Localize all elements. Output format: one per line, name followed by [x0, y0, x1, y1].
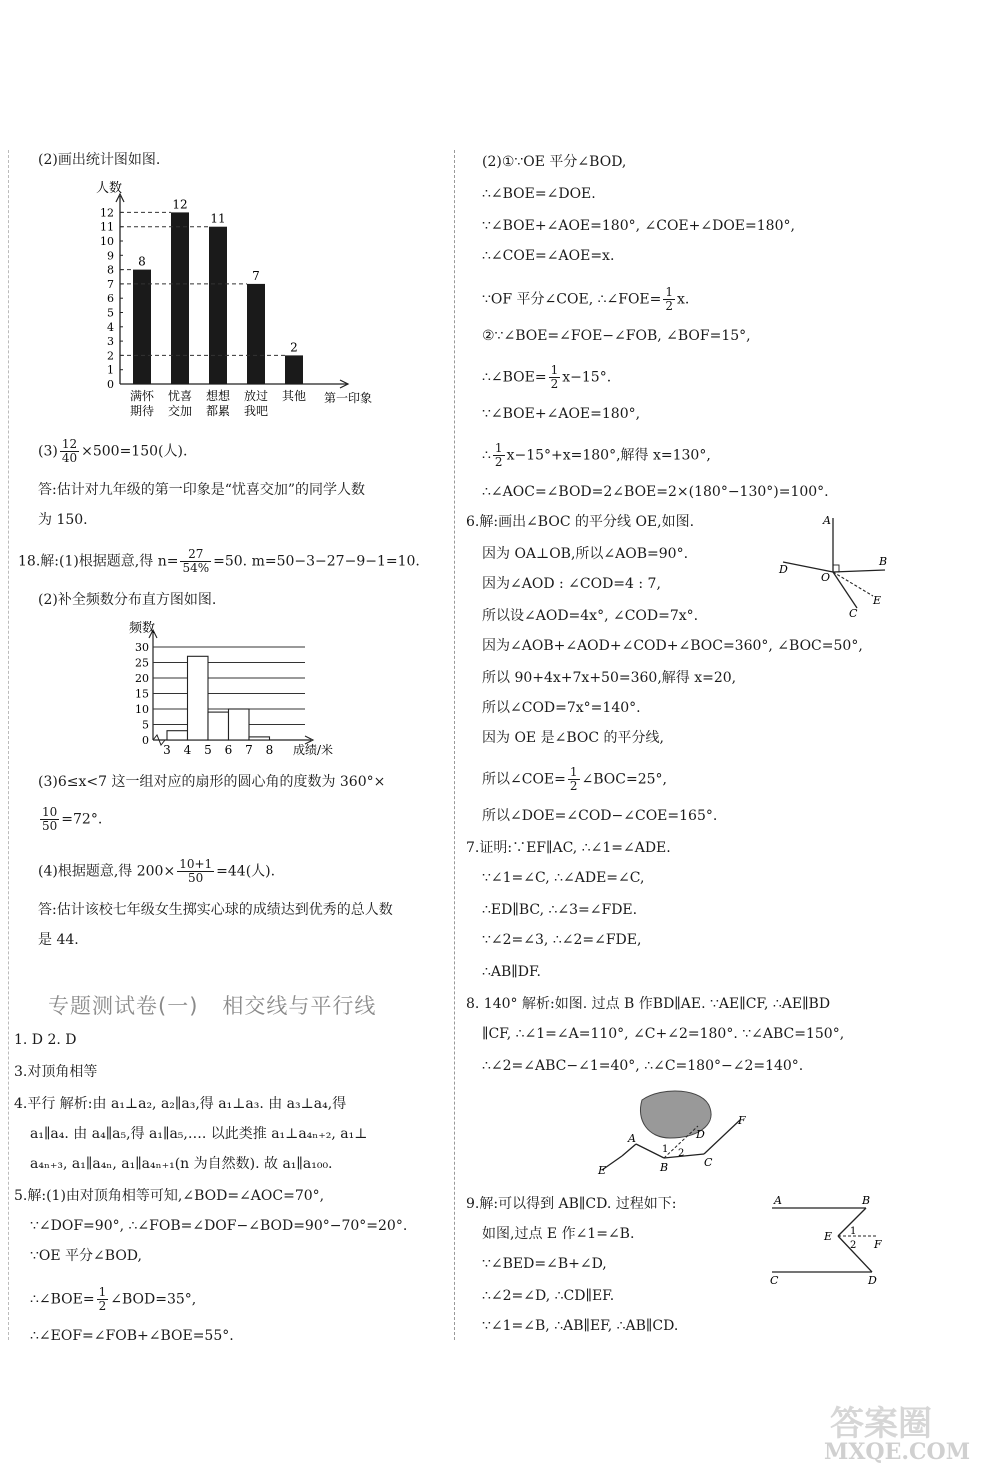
- chart2-bar: [188, 656, 209, 740]
- fig8-label-a: A: [628, 1132, 636, 1145]
- chart1-category-label-line2: 交加: [167, 404, 193, 418]
- fig6-label-e: E: [873, 594, 882, 607]
- fraction-12-40: [60, 438, 79, 465]
- left-line-13: 1. D 2. D: [14, 1032, 77, 1048]
- watermark-text: 答案圈: [830, 1404, 932, 1444]
- right-line-5: [482, 286, 689, 313]
- chart2-x-tick: 6: [224, 743, 233, 757]
- fig9-angle-2: 2: [850, 1240, 857, 1251]
- section-title-part1: 专题测试卷(一): [48, 994, 199, 1018]
- left-line-12: 是 44.: [38, 932, 79, 948]
- section-title: [48, 990, 400, 1020]
- left-line-20: ∵OE 平分∠BOD,: [30, 1248, 142, 1264]
- chart1-y-tick: 11: [100, 220, 114, 234]
- section-title-part2: 相交线与平行线: [222, 994, 377, 1018]
- left-line-16: a₁∥a₄. 由 a₄∥a₅,得 a₁∥a₅,…. 以此类推 a₁⊥a₄ₙ₊₂, a₁⊥: [30, 1126, 368, 1142]
- frac-denominator: 40: [61, 451, 78, 465]
- chart1-y-tick: 2: [107, 349, 114, 363]
- left-line-8: (3)6≤x<7 这一组对应的扇形的圆心角的度数为 360°×: [38, 774, 386, 790]
- right-line-1: (2)①∵OE 平分∠BOD,: [482, 154, 627, 170]
- boe-label: ∴∠BOE=: [30, 1291, 95, 1308]
- fig8-label-e: E: [598, 1164, 607, 1177]
- frac-numerator: 1: [98, 1285, 107, 1299]
- left-line-22: ∴∠EOF=∠FOB+∠BOE=55°.: [30, 1328, 234, 1344]
- watermark-logo: [790, 1395, 990, 1465]
- right-line-22: ∵∠1=∠C, ∴∠ADE=∠C,: [482, 870, 645, 886]
- frac-numerator: 1: [665, 285, 674, 299]
- frac-numerator: 10: [42, 805, 58, 819]
- chart1-bar-value: 2: [290, 340, 298, 355]
- chart1-category-label: 其他: [281, 389, 307, 403]
- right-line-29: 9.解:可以得到 AB∥CD. 过程如下:: [466, 1196, 677, 1212]
- chart2-bar: [167, 731, 188, 740]
- chart1-bar-value: 8: [138, 254, 146, 269]
- left-line-3: [38, 438, 187, 465]
- frac-numerator: 12: [61, 437, 78, 451]
- item3-result: ×500=150(人).: [81, 443, 188, 460]
- fig8-label-d: D: [696, 1128, 705, 1141]
- chart1-y-tick: 7: [107, 277, 114, 291]
- frac-denominator: 2: [494, 455, 503, 469]
- chart1-y-tick: 12: [100, 206, 114, 220]
- fig9-label-b: B: [862, 1194, 871, 1207]
- item4-result: =44(人).: [216, 863, 276, 880]
- foe-result: x.: [677, 291, 690, 308]
- right-line-13: 因为∠AOD : ∠COD=4 : 7,: [482, 576, 661, 592]
- right-line-32: ∴∠2=∠D, ∴CD∥EF.: [482, 1288, 615, 1304]
- chart2-y-tick: 10: [135, 703, 149, 716]
- chart2-y-tick: 15: [135, 687, 149, 701]
- chart2-x-label: 成绩/米: [293, 743, 334, 757]
- fraction-half: [568, 766, 580, 793]
- chart1-y-tick: 6: [107, 292, 114, 306]
- left-line-11: 答:估计该校七年级女生掷实心球的成绩达到优秀的总人数: [38, 902, 393, 918]
- foe-label: ∵OF 平分∠COE, ∴∠FOE=: [482, 291, 662, 308]
- chart1-y-tick: 5: [107, 306, 114, 320]
- right-line-7: [482, 364, 611, 391]
- fig6-label-o: O: [821, 571, 831, 584]
- fig8-angle-1: 1: [662, 1144, 669, 1155]
- therefore: ∴: [482, 447, 491, 464]
- left-line-18: 5.解:(1)由对顶角相等可知,∠BOD=∠AOC=70°,: [14, 1188, 325, 1204]
- right-line-27: ∥CF, ∴∠1=∠A=110°, ∠C+∠2=180°. ∵∠ABC=150°,: [482, 1026, 845, 1042]
- equation-result: x−15°+x=180°,解得 x=130°,: [506, 447, 711, 464]
- left-line-4: 答:估计对九年级的第一印象是“忧喜交加”的同学人数: [38, 482, 366, 498]
- right-line-28: ∴∠2=∠ABC−∠1=40°, ∴∠C=180°−∠2=140°.: [482, 1058, 804, 1074]
- fig9-label-f: F: [874, 1238, 882, 1251]
- left-line-17: a₄ₙ₊₃, a₁∥a₄ₙ, a₁∥a₄ₙ₊₁(n 为自然数). 故 a₁∥a₁₀₀.: [30, 1156, 333, 1172]
- fig6-label-d: D: [779, 563, 788, 576]
- left-line-1: (2)画出统计图如图.: [38, 152, 161, 168]
- left-line-7: (2)补全频数分布直方图如图.: [38, 592, 217, 608]
- right-line-15: 因为∠AOB+∠AOD+∠COD+∠BOC=360°, ∠BOC=50°,: [482, 638, 863, 654]
- angle-result: =72°.: [61, 811, 103, 828]
- coe-label: 所以∠COE=: [482, 771, 566, 788]
- watermark-site: MXQE.COM: [824, 1439, 971, 1465]
- chart2-y-tick: 5: [142, 718, 149, 732]
- right-line-31: ∵∠BED=∠B+∠D,: [482, 1256, 607, 1272]
- q18-intro: 18.解:(1)根据题意,得 n=: [18, 553, 179, 570]
- figure-q9: [766, 1190, 896, 1290]
- chart1-y-label: 人数: [96, 181, 123, 196]
- frac-denominator: 50: [42, 819, 58, 833]
- right-line-9: [482, 442, 711, 469]
- chart2-y-label: 频数: [129, 621, 156, 636]
- fraction-half: [549, 364, 561, 391]
- chart1-y-tick: 4: [107, 320, 114, 334]
- fraction-half: [663, 286, 675, 313]
- fig9-label-d: D: [868, 1274, 877, 1287]
- chart1-bar: [133, 270, 151, 384]
- left-line-10: [38, 858, 275, 885]
- right-line-30: 如图,过点 E 作∠1=∠B.: [482, 1226, 635, 1242]
- right-line-16: 所以 90+4x+7x+50=360,解得 x=20,: [482, 670, 737, 686]
- left-line-21: [30, 1286, 196, 1313]
- fig8-label-b: B: [660, 1161, 669, 1174]
- right-line-3: ∵∠BOE+∠AOE=180°, ∠COE+∠DOE=180°,: [482, 218, 795, 234]
- chart2-x-tick: 5: [204, 743, 212, 757]
- right-line-11: 6.解:画出∠BOC 的平分线 OE,如图.: [466, 514, 695, 530]
- chart1-y-tick: 9: [107, 249, 114, 263]
- frac-denominator: 2: [550, 377, 559, 391]
- frac-numerator: 1: [494, 441, 503, 455]
- chart1-category-label: 满怀: [129, 389, 155, 403]
- fig8-label-f: F: [738, 1114, 746, 1127]
- chart2-x-tick: 3: [163, 743, 171, 757]
- right-line-18: 因为 OE 是∠BOC 的平分线,: [482, 730, 664, 746]
- right-line-2: ∴∠BOE=∠DOE.: [482, 186, 596, 202]
- chart2-bar: [229, 709, 250, 740]
- column-divider: [454, 150, 455, 1340]
- chart2-y-tick: 20: [135, 672, 149, 685]
- right-line-17: 所以∠COD=7x°=140°.: [482, 700, 641, 716]
- chart2-x-tick: 7: [245, 743, 253, 757]
- right-line-23: ∴ED∥BC, ∴∠3=∠FDE.: [482, 902, 638, 918]
- right-line-33: ∵∠1=∠B, ∴AB∥EF, ∴AB∥CD.: [482, 1318, 679, 1334]
- frac-denominator: 54%: [182, 561, 210, 575]
- chart1-y-tick: 1: [107, 363, 114, 377]
- chart1-bar-value: 11: [210, 211, 226, 226]
- frac-denominator: 2: [98, 1299, 107, 1313]
- frac-denominator: 50: [188, 871, 204, 885]
- chart1-category-label: 放过: [243, 389, 269, 403]
- item4-intro: (4)根据题意,得 200×: [38, 863, 176, 880]
- chart1-category-label: 忧喜: [167, 389, 193, 403]
- frac-denominator: 2: [569, 779, 578, 793]
- chart1-y-tick: 0: [107, 378, 114, 391]
- chart1-bar-value: 12: [172, 197, 188, 212]
- boe-result: x−15°.: [562, 369, 612, 386]
- chart1-bar-value: 7: [252, 268, 260, 283]
- fraction-27-54: [180, 548, 211, 575]
- frac-numerator: 10+1: [179, 857, 213, 871]
- chart1-bar: [285, 355, 303, 384]
- right-line-24: ∵∠2=∠3, ∴∠2=∠FDE,: [482, 932, 642, 948]
- fig8-angle-2: 2: [678, 1148, 685, 1159]
- q18-result: =50. m=50−3−27−9−1=10.: [213, 553, 420, 570]
- figure-q6: [775, 510, 895, 620]
- fig9-label-a: A: [774, 1194, 782, 1207]
- chart1-bar: [247, 284, 265, 384]
- boe-label: ∴∠BOE=: [482, 369, 547, 386]
- frac-numerator: 1: [550, 363, 559, 377]
- left-line-6: [18, 548, 420, 575]
- frac-denominator: 2: [665, 299, 674, 313]
- coe-result: ∠BOC=25°,: [581, 771, 667, 788]
- figure-q8: [592, 1086, 762, 1180]
- chart1-x-label: 第一印象: [324, 391, 373, 405]
- item3-label: (3): [38, 443, 58, 460]
- fraction-half: [97, 1286, 109, 1313]
- right-line-4: ∴∠COE=∠AOE=x.: [482, 248, 615, 264]
- chart1-bar: [171, 212, 189, 384]
- fig9-label-e: E: [824, 1230, 833, 1243]
- chart2-y-tick: 25: [135, 656, 149, 670]
- left-line-5: 为 150.: [38, 512, 88, 528]
- chart2-y-tick: 0: [142, 734, 149, 747]
- right-line-21: 7.证明:∵EF∥AC, ∴∠1=∠ADE.: [466, 840, 671, 856]
- fig6-label-b: B: [879, 555, 888, 568]
- chart-frequency-histogram: [115, 618, 355, 763]
- left-line-9: [38, 806, 102, 833]
- left-line-14: 3.对顶角相等: [14, 1064, 98, 1080]
- boe-result: ∠BOD=35°,: [110, 1291, 197, 1308]
- chart1-category-label-line2: 期待: [129, 404, 155, 418]
- right-line-25: ∴AB∥DF.: [482, 964, 541, 980]
- fig6-label-a: A: [823, 514, 831, 527]
- frac-numerator: 1: [569, 765, 578, 779]
- left-margin-rule: [8, 150, 9, 1340]
- chart2-x-tick: 4: [183, 743, 192, 757]
- right-line-20: 所以∠DOE=∠COD−∠COE=165°.: [482, 808, 718, 824]
- chart1-category-label-line2: 我吧: [243, 404, 269, 418]
- right-line-10: ∴∠AOC=∠BOD=2∠BOE=2×(180°−130°)=100°.: [482, 484, 829, 500]
- chart1-y-tick: 8: [107, 263, 114, 277]
- fig9-angle-1: 1: [850, 1226, 857, 1237]
- chart1-y-tick: 3: [107, 335, 114, 349]
- chart1-category-label: 想想: [205, 389, 231, 403]
- right-line-12: 因为 OA⊥OB,所以∠AOB=90°.: [482, 546, 689, 562]
- chart1-category-label-line2: 都累: [205, 404, 231, 418]
- chart-first-impression: [90, 172, 390, 422]
- left-line-19: ∵∠DOF=90°, ∴∠FOB=∠DOF−∠BOD=90°−70°=20°.: [30, 1218, 408, 1234]
- fig6-label-c: C: [849, 607, 858, 620]
- fig9-label-c: C: [770, 1274, 779, 1287]
- frac-numerator: 27: [180, 548, 211, 562]
- right-line-14: 所以设∠AOD=4x°, ∠COD=7x°.: [482, 608, 699, 624]
- chart1-y-tick: 10: [100, 235, 114, 248]
- chart1-bar: [209, 227, 227, 384]
- right-line-8: ∵∠BOE+∠AOE=180°,: [482, 406, 641, 422]
- chart2-y-tick: 30: [135, 641, 149, 654]
- chart2-bar: [208, 712, 229, 740]
- fig8-label-c: C: [704, 1156, 713, 1169]
- chart2-x-tick: 8: [265, 743, 274, 757]
- left-line-15: 4.平行 解析:由 a₁⊥a₂, a₂∥a₃,得 a₁⊥a₃. 由 a₃⊥a₄,得: [14, 1096, 347, 1112]
- chart2-bar: [249, 737, 270, 740]
- fraction-11-50: [177, 858, 214, 885]
- right-line-26: 8. 140° 解析:如图. 过点 B 作BD∥AE. ∵AE∥CF, ∴AE∥BD: [466, 996, 831, 1012]
- fraction-half: [493, 442, 505, 469]
- right-line-6: ②∵∠BOE=∠FOE−∠FOB, ∠BOF=15°,: [482, 328, 751, 344]
- fraction-10-50: [40, 806, 59, 833]
- right-line-19: [482, 766, 667, 793]
